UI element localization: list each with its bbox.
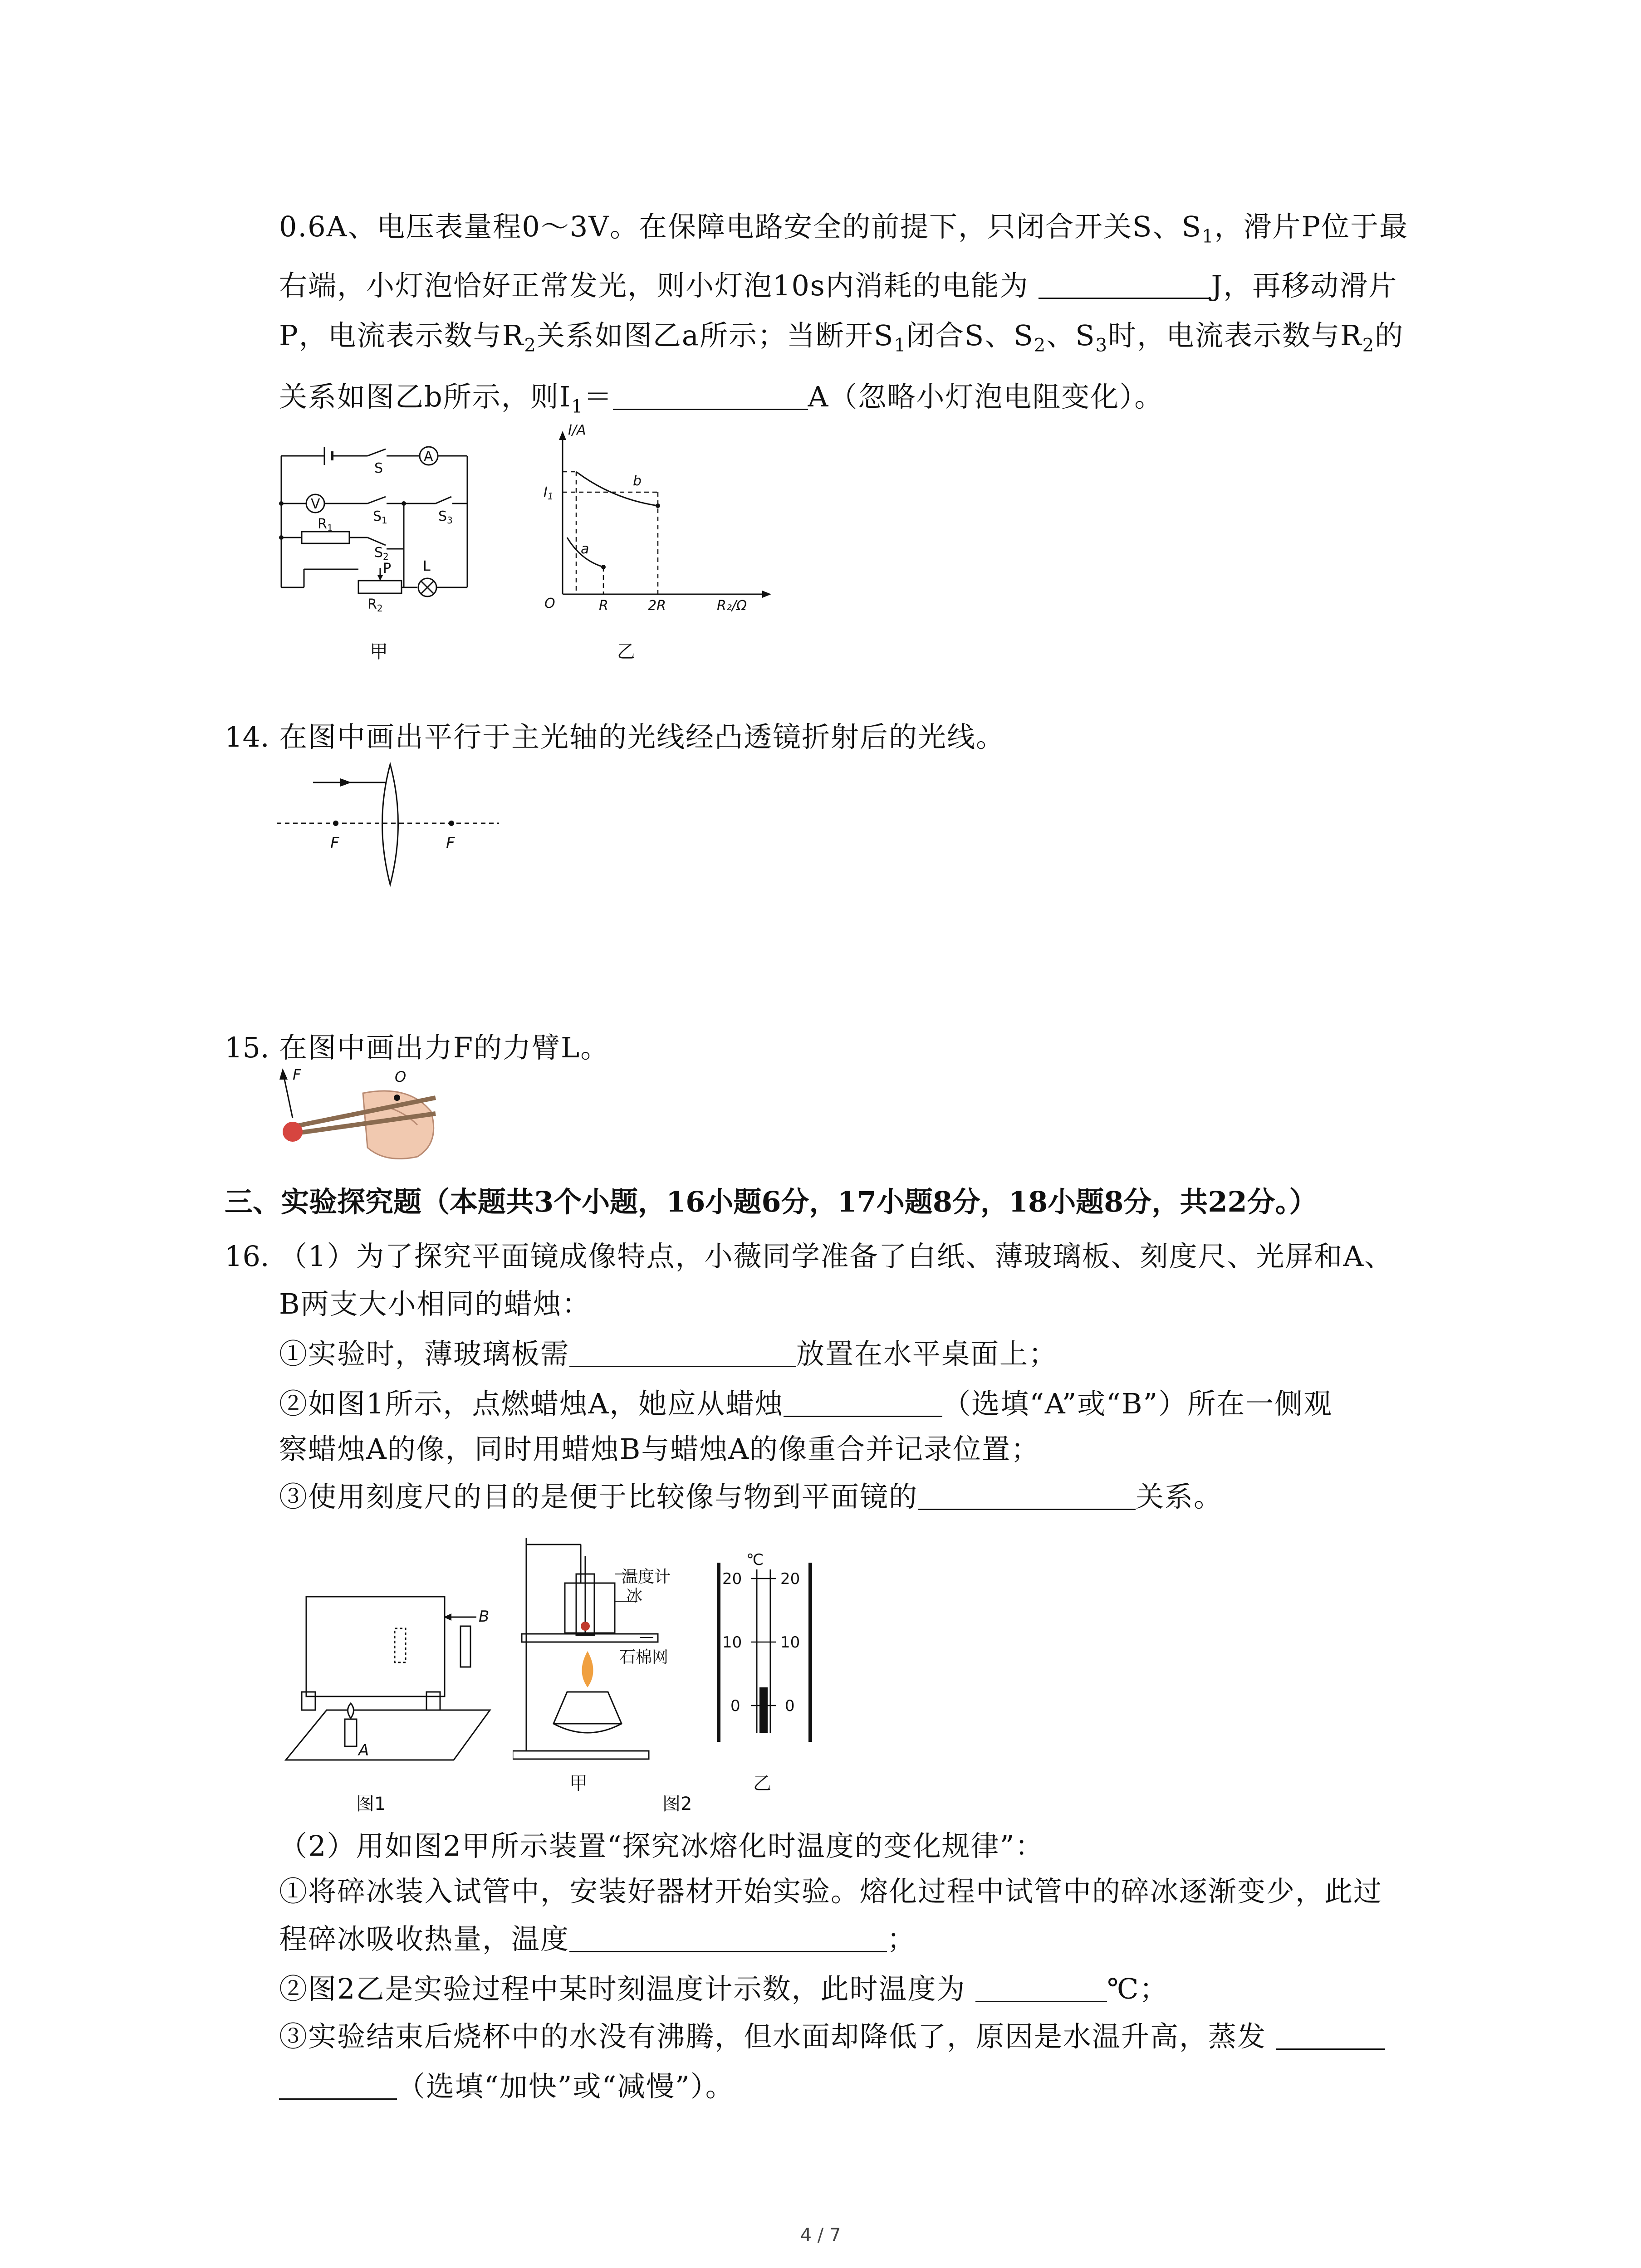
q16-blank-distance[interactable] (918, 1481, 1136, 1510)
q14-number: 14. (225, 720, 269, 753)
q16-blank-temperature-change[interactable] (569, 1923, 887, 1952)
fig1-label-A: A (358, 1741, 369, 1760)
thermometer-unit: ℃ (746, 1551, 764, 1569)
chopsticks-diagram[interactable] (272, 1066, 445, 1166)
q16-line6: ③使用刻度尺的目的是便于比较像与物到平面镜的 关系。 (279, 1480, 1223, 1513)
graph-xlabel: R₂/Ω (717, 598, 747, 614)
graph-curve-a-label: a (581, 541, 589, 557)
q16-blank-evaporation-b[interactable] (279, 2070, 397, 2100)
graph-curve-b-label: b (633, 473, 642, 489)
q16-part2-line1: ①将碎冰装入试管中，安装好器材开始实验。熔化过程中试管中的碎冰逐渐变少，此过 (279, 1875, 1383, 1908)
label-asbestos-net: 石棉网 (619, 1648, 669, 1667)
figure1-plane-mirror (272, 1574, 499, 1765)
label-V-meter: V (311, 496, 320, 512)
therm-tick-20-right: 20 (780, 1570, 800, 1588)
current-resistance-graph (535, 422, 780, 621)
label-L: L (423, 558, 431, 574)
label-thermometer: 温度计 (622, 1568, 671, 1586)
q15-text: 在图中画出力F的力臂L。 (279, 1031, 610, 1064)
q13-line1: 0.6A、电压表量程0～3V。在保障电路安全的前提下，只闭合开关S、$S_1$，滑片P位于最 (279, 210, 1409, 247)
q16-number: 16. (225, 1240, 269, 1273)
q16-part2-line5: （选填“加快”或“减慢”）。 (279, 2068, 735, 2105)
q13-blank-energy[interactable] (1038, 269, 1211, 299)
therm-tick-20-left: 20 (722, 1570, 742, 1588)
figure2-thermometer (717, 1551, 821, 1755)
graph-I1: $I_1$ (544, 484, 554, 502)
section-3-heading: 三、实验探究题（本题共3个小题，16小题6分，17小题8分，18小题8分，共22分。） (225, 1185, 1318, 1218)
caption-fig2-jia: 甲 (569, 1773, 588, 1794)
circuit-diagram (272, 435, 517, 612)
label-R1: $R_1$ (318, 516, 333, 533)
q16-blank-placement[interactable] (569, 1338, 796, 1367)
caption-fig1: 图1 (356, 1794, 386, 1814)
q16-line5: 察蜡烛A的像，同时用蜡烛B与蜡烛A的像重合并记录位置； (279, 1432, 1040, 1466)
q14-text: 在图中画出平行于主光轴的光线经凸透镜折射后的光线。 (279, 720, 1005, 753)
graph-origin: O (544, 596, 555, 611)
page-number: 4 / 7 (800, 2225, 841, 2246)
label-A-meter: A (424, 449, 433, 464)
caption-fig2-yi: 乙 (753, 1773, 771, 1794)
pivot-O-label: O (395, 1068, 407, 1085)
graph-tick-R: R (599, 598, 608, 614)
q16-blank-temperature-reading[interactable] (975, 1973, 1107, 2002)
fig1-label-B: B (479, 1608, 490, 1626)
q16-line4: ②如图1所示，点燃蜡烛A，她应从蜡烛 （选填“A”或“B”）所在一侧观 (279, 1387, 1333, 1420)
label-S2: $S_2$ (374, 545, 389, 562)
label-S3: $S_3$ (438, 508, 453, 526)
q15-number: 15. (225, 1031, 269, 1064)
q13-blank-I1[interactable] (613, 381, 808, 410)
caption-fig2: 图2 (662, 1794, 692, 1814)
q16-part2-intro: （2）用如图2甲所示装置“探究冰熔化时温度的变化规律”： (279, 1829, 1044, 1862)
q16-part2-line3: ②图2乙是实验过程中某时刻温度计示数，此时温度为 ℃； (279, 1972, 1169, 2005)
q16-line3: ①实验时，薄玻璃板需 放置在水平桌面上； (279, 1337, 1058, 1370)
therm-tick-0-left: 0 (730, 1697, 740, 1715)
label-S1: $S_1$ (373, 508, 387, 526)
graph-ylabel: I/A (568, 422, 586, 438)
caption-yi: 乙 (617, 641, 635, 662)
therm-tick-10-right: 10 (780, 1633, 800, 1652)
caption-jia: 甲 (370, 641, 388, 662)
label-R2: $R_2$ (367, 596, 383, 612)
q16-line2: B两支大小相同的蜡烛： (279, 1287, 591, 1320)
q16-part2-line2: 程碎冰吸收热量，温度 ； (279, 1922, 916, 1955)
q16-blank-side[interactable] (784, 1388, 942, 1417)
label-ice: 冰 (626, 1587, 643, 1605)
force-F-label: F (293, 1066, 301, 1083)
q16-part2-line4: ③实验结束后烧杯中的水没有沸腾，但水面却降低了，原因是水温升高，蒸发 (279, 2019, 1385, 2055)
label-P: P (383, 561, 392, 577)
label-S: S (374, 460, 383, 476)
graph-tick-2R: 2R (648, 598, 666, 614)
convex-lens-diagram[interactable] (277, 758, 504, 894)
figure2-melting-apparatus (513, 1529, 703, 1765)
focus-right-label: F (446, 834, 455, 852)
q16-blank-evaporation-a[interactable] (1276, 2020, 1385, 2050)
q13-line2: 右端，小灯泡恰好正常发光，则小灯泡10s内消耗的电能为 J，再移动滑片 (279, 269, 1398, 302)
q16-line1: （1）为了探究平面镜成像特点，小薇同学准备了白纸、薄玻璃板、刻度尺、光屏和A、 (279, 1240, 1394, 1273)
therm-tick-10-left: 10 (722, 1633, 742, 1652)
focus-left-label: F (330, 834, 339, 852)
therm-tick-0-right: 0 (785, 1697, 795, 1715)
q13-line4: 关系如图乙b所示，则$I_1= A$（忽略小灯泡电阻变化）。 (279, 380, 1164, 417)
q13-line3: P，电流表示数与$R_2$关系如图乙a所示；当断开$S_1$闭合S、$S_2$、$S_3$时，电流表示数与$R_2$的 (279, 319, 1404, 356)
